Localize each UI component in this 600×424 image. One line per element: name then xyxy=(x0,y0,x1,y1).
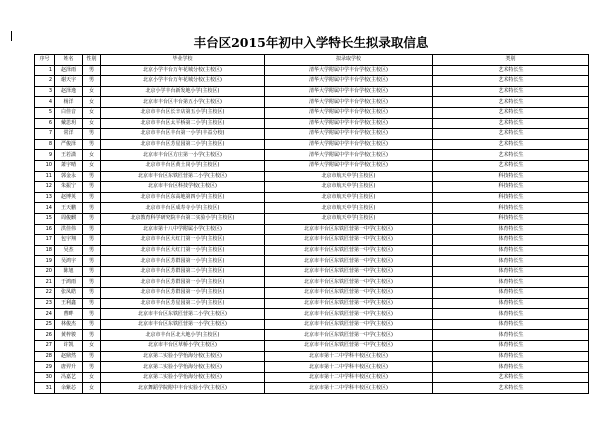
name-cell: 常洋 xyxy=(55,129,83,140)
seq-cell: 27 xyxy=(35,341,55,352)
header-gender: 性别 xyxy=(83,55,101,66)
name-cell: 王利鑫 xyxy=(55,298,83,309)
seq-cell: 17 xyxy=(35,235,55,246)
admit-school-cell: 北京市航天中学(主校区) xyxy=(265,192,433,203)
table-row xyxy=(35,288,589,299)
seq-cell: 18 xyxy=(35,245,55,256)
graduation-school-cell: 北京市第十八中学附属小学(主校区) xyxy=(101,224,265,235)
seq-cell: 3 xyxy=(35,86,55,97)
name-cell: 赵泽逸 xyxy=(55,86,83,97)
category-cell: 体育特长生 xyxy=(433,266,589,277)
gender-cell: 男 xyxy=(83,309,101,320)
category-cell: 艺术特长生 xyxy=(433,150,589,161)
name-cell: 林俊杰 xyxy=(55,319,83,330)
admit-school-cell: 清华大学附属中学丰台学校(主校区) xyxy=(265,129,433,140)
graduation-school-cell: 北京市丰台区芳群园第一小学(主校区) xyxy=(101,256,265,267)
seq-cell: 29 xyxy=(35,362,55,373)
name-cell: 陈旭 xyxy=(55,266,83,277)
table-body xyxy=(35,65,589,393)
table-row xyxy=(35,309,589,320)
graduation-school-cell: 北京市丰台区北大地小学(主校区) xyxy=(101,330,265,341)
name-cell: 严俊泽 xyxy=(55,139,83,150)
category-cell: 体育特长生 xyxy=(433,277,589,288)
gender-cell: 男 xyxy=(83,298,101,309)
header-admit-school: 拟录取学校 xyxy=(265,55,433,66)
category-cell: 艺术特长生 xyxy=(433,139,589,150)
seq-cell: 21 xyxy=(35,277,55,288)
table-row xyxy=(35,266,589,277)
table-row xyxy=(35,372,589,383)
header-category: 类别 xyxy=(433,55,589,66)
seq-cell: 10 xyxy=(35,160,55,171)
gender-cell: 男 xyxy=(83,171,101,182)
category-cell: 体育特长生 xyxy=(433,235,589,246)
table-row xyxy=(35,118,589,129)
cell-cursor-mark xyxy=(11,31,12,41)
name-cell: 冯嘉艺 xyxy=(55,372,83,383)
graduation-school-cell: 北京第二实验小学怡海分校(主校区) xyxy=(101,351,265,362)
graduation-school-cell: 北京舞蹈学院附中丰台实验小学(主校区) xyxy=(101,383,265,394)
seq-cell: 31 xyxy=(35,383,55,394)
category-cell: 艺术特长生 xyxy=(433,372,589,383)
admit-school-cell: 北京市丰台区东铁匠营第一中学(主校区) xyxy=(265,341,433,352)
graduation-school-cell: 北京市丰台区草桥小学(主校区) xyxy=(101,341,265,352)
category-cell: 体育特长生 xyxy=(433,224,589,235)
gender-cell: 男 xyxy=(83,192,101,203)
gender-cell: 男 xyxy=(83,319,101,330)
seq-cell: 23 xyxy=(35,298,55,309)
table-row xyxy=(35,86,589,97)
name-cell: 赵泽雨 xyxy=(55,65,83,76)
graduation-school-cell: 北京市丰台区成寿寺小学(主校区) xyxy=(101,203,265,214)
name-cell: 洪佳伟 xyxy=(55,224,83,235)
seq-cell: 13 xyxy=(35,192,55,203)
gender-cell: 男 xyxy=(83,129,101,140)
seq-cell: 20 xyxy=(35,266,55,277)
category-cell: 体育特长生 xyxy=(433,362,589,373)
table-row xyxy=(35,65,589,76)
category-cell: 艺术特长生 xyxy=(433,107,589,118)
gender-cell: 男 xyxy=(83,235,101,246)
table-row xyxy=(35,182,589,193)
name-cell: 王若潇 xyxy=(55,150,83,161)
admit-school-cell: 北京市丰台区东铁匠营第一中学(主校区) xyxy=(265,277,433,288)
seq-cell: 6 xyxy=(35,118,55,129)
table-row xyxy=(35,139,589,150)
admit-school-cell: 清华大学附属中学丰台学校(主校区) xyxy=(265,97,433,108)
gender-cell: 女 xyxy=(83,86,101,97)
seq-cell: 24 xyxy=(35,309,55,320)
graduation-school-cell: 北京第二实验小学怡海分校(主校区) xyxy=(101,362,265,373)
name-cell: 白佳音 xyxy=(55,107,83,118)
graduation-school-cell: 北京市丰台区大红门第一小学(主校区) xyxy=(101,245,265,256)
admit-school-cell: 北京市第十二中学科丰校区(主校区) xyxy=(265,362,433,373)
table-row xyxy=(35,235,589,246)
graduation-school-cell: 北京市丰台区太平桥第二小学(主校区) xyxy=(101,118,265,129)
graduation-school-cell: 北京小学丰台万年花城分校(主校区) xyxy=(101,65,265,76)
graduation-school-cell: 北京小学丰台万年花城分校(主校区) xyxy=(101,76,265,87)
admit-school-cell: 清华大学附属中学丰台学校(主校区) xyxy=(265,139,433,150)
table-row xyxy=(35,224,589,235)
category-cell: 艺术特长生 xyxy=(433,86,589,97)
header-seq: 序号 xyxy=(35,55,55,66)
gender-cell: 男 xyxy=(83,277,101,288)
seq-cell: 5 xyxy=(35,107,55,118)
gender-cell: 女 xyxy=(83,97,101,108)
category-cell: 科技特长生 xyxy=(433,192,589,203)
admit-school-cell: 北京市航天中学(主校区) xyxy=(265,203,433,214)
admit-school-cell: 北京市航天中学(主校区) xyxy=(265,171,433,182)
gender-cell: 男 xyxy=(83,203,101,214)
name-cell: 戴思玥 xyxy=(55,118,83,129)
category-cell: 艺术特长生 xyxy=(433,383,589,394)
category-cell: 艺术特长生 xyxy=(433,76,589,87)
table-row xyxy=(35,213,589,224)
seq-cell: 8 xyxy=(35,139,55,150)
graduation-school-cell: 北京市丰台区东铁匠营第一小学(主校区) xyxy=(101,319,265,330)
category-cell: 体育特长生 xyxy=(433,319,589,330)
seq-cell: 2 xyxy=(35,76,55,87)
seq-cell: 25 xyxy=(35,319,55,330)
gender-cell: 男 xyxy=(83,224,101,235)
graduation-school-cell: 北京第二实验小学怡海分校(主校区) xyxy=(101,372,265,383)
graduation-school-cell: 北京市丰台区丰台第一小学(丰益分校) xyxy=(101,129,265,140)
name-cell: 余紫芯 xyxy=(55,383,83,394)
graduation-school-cell: 北京市丰台区长辛店第五小学(主校区) xyxy=(101,107,265,118)
seq-cell: 22 xyxy=(35,288,55,299)
table-row xyxy=(35,256,589,267)
name-cell: 谢天宇 xyxy=(55,76,83,87)
table-row xyxy=(35,192,589,203)
table-row xyxy=(35,277,589,288)
table-row xyxy=(35,76,589,87)
page-title: 丰台区2015年初中入学特长生拟录取信息 xyxy=(193,35,429,50)
category-cell: 科技特长生 xyxy=(433,203,589,214)
gender-cell: 男 xyxy=(83,213,101,224)
table-row xyxy=(35,319,589,330)
seq-cell: 26 xyxy=(35,330,55,341)
category-cell: 艺术特长生 xyxy=(433,118,589,129)
table-row xyxy=(35,160,589,171)
graduation-school-cell: 北京市丰台区丰台第五小学(主校区) xyxy=(101,97,265,108)
graduation-school-cell: 北京市丰台区芳群园第一小学(主校区) xyxy=(101,288,265,299)
seq-cell: 15 xyxy=(35,213,55,224)
table-row xyxy=(35,351,589,362)
category-cell: 科技特长生 xyxy=(433,171,589,182)
category-cell: 体育特长生 xyxy=(433,245,589,256)
name-cell: 赵鼎然 xyxy=(55,351,83,362)
gender-cell: 男 xyxy=(83,182,101,193)
gender-cell: 女 xyxy=(83,107,101,118)
table-row xyxy=(35,171,589,182)
table-row xyxy=(35,383,589,394)
table-row xyxy=(35,107,589,118)
graduation-school-cell: 北京市丰台区芳星园第二小学(主校区) xyxy=(101,298,265,309)
table-row xyxy=(35,97,589,108)
graduation-school-cell: 北京小学丰台新发地小学(主校区) xyxy=(101,86,265,97)
admit-school-cell: 北京市丰台区东铁匠营第一中学(主校区) xyxy=(265,309,433,320)
admit-school-cell: 清华大学附属中学丰台学校(主校区) xyxy=(265,160,433,171)
category-cell: 艺术特长生 xyxy=(433,97,589,108)
admit-school-cell: 清华大学附属中学丰台学校(主校区) xyxy=(265,86,433,97)
name-cell: 包宇翔 xyxy=(55,235,83,246)
category-cell: 体育特长生 xyxy=(433,330,589,341)
seq-cell: 7 xyxy=(35,129,55,140)
name-cell: 吴鸿宇 xyxy=(55,256,83,267)
header-row xyxy=(35,55,589,66)
admission-table xyxy=(34,54,589,394)
admit-school-cell: 清华大学附属中学丰台学校(主校区) xyxy=(265,118,433,129)
category-cell: 体育特长生 xyxy=(433,351,589,362)
admit-school-cell: 北京市丰台区东铁匠营第一中学(主校区) xyxy=(265,298,433,309)
table-row xyxy=(35,245,589,256)
seq-cell: 30 xyxy=(35,372,55,383)
name-cell: 萧宇晴 xyxy=(55,160,83,171)
admit-school-cell: 北京市丰台区东铁匠营第一中学(主校区) xyxy=(265,288,433,299)
seq-cell: 11 xyxy=(35,171,55,182)
graduation-school-cell: 北京市丰台区芳星园第二小学(主校区) xyxy=(101,139,265,150)
category-cell: 科技特长生 xyxy=(433,182,589,193)
category-cell: 科技特长生 xyxy=(433,213,589,224)
name-cell: 郭金永 xyxy=(55,171,83,182)
admit-school-cell: 清华大学附属中学丰台学校(主校区) xyxy=(265,76,433,87)
category-cell: 体育特长生 xyxy=(433,298,589,309)
admit-school-cell: 北京市丰台区东铁匠营第一中学(主校区) xyxy=(265,245,433,256)
gender-cell: 男 xyxy=(83,288,101,299)
admit-school-cell: 北京市丰台区东铁匠营第一中学(主校区) xyxy=(265,256,433,267)
admit-school-cell: 北京市航天中学(主校区) xyxy=(265,182,433,193)
header-name: 姓名 xyxy=(55,55,83,66)
admit-school-cell: 北京市第十二中学科丰校区(主校区) xyxy=(265,372,433,383)
gender-cell: 男 xyxy=(83,351,101,362)
seq-cell: 9 xyxy=(35,150,55,161)
graduation-school-cell: 北京市丰台区芳群园第一小学(主校区) xyxy=(101,277,265,288)
admit-school-cell: 清华大学附属中学丰台学校(主校区) xyxy=(265,107,433,118)
graduation-school-cell: 北京市丰台区科技学校(主校区) xyxy=(101,182,265,193)
admit-school-cell: 清华大学附属中学丰台学校(主校区) xyxy=(265,150,433,161)
gender-cell: 男 xyxy=(83,330,101,341)
name-cell: 朱振宁 xyxy=(55,182,83,193)
admit-school-cell: 北京市航天中学(主校区) xyxy=(265,213,433,224)
name-cell: 张凤皓 xyxy=(55,288,83,299)
category-cell: 体育特长生 xyxy=(433,256,589,267)
seq-cell: 19 xyxy=(35,256,55,267)
category-cell: 体育特长生 xyxy=(433,288,589,299)
seq-cell: 14 xyxy=(35,203,55,214)
table-row xyxy=(35,203,589,214)
table-row xyxy=(35,341,589,352)
table-row xyxy=(35,129,589,140)
gender-cell: 女 xyxy=(83,160,101,171)
table-row xyxy=(35,298,589,309)
gender-cell: 男 xyxy=(83,256,101,267)
category-cell: 艺术特长生 xyxy=(433,129,589,140)
graduation-school-cell: 北京市丰台区芳群园第二小学(主校区) xyxy=(101,266,265,277)
category-cell: 艺术特长生 xyxy=(433,65,589,76)
graduation-school-cell: 北京市丰台区东铁匠营第二小学(主校区) xyxy=(101,309,265,320)
admit-school-cell: 北京市丰台区东铁匠营第一中学(主校区) xyxy=(265,330,433,341)
gender-cell: 女 xyxy=(83,383,101,394)
graduation-school-cell: 北京市丰台区东铁匠营第二小学(主校区) xyxy=(101,171,265,182)
graduation-school-cell: 北京教育科学研究院丰台第二实验小学(主校区) xyxy=(101,213,265,224)
name-cell: 吴杰 xyxy=(55,245,83,256)
seq-cell: 16 xyxy=(35,224,55,235)
header-graduation-school: 毕业学校 xyxy=(101,55,265,66)
graduation-school-cell: 北京市丰台区黄土岗小学(主校区) xyxy=(101,160,265,171)
seq-cell: 12 xyxy=(35,182,55,193)
name-cell: 于鸿雨 xyxy=(55,277,83,288)
seq-cell: 28 xyxy=(35,351,55,362)
gender-cell: 男 xyxy=(83,266,101,277)
admit-school-cell: 北京市丰台区东铁匠营第一中学(主校区) xyxy=(265,224,433,235)
seq-cell: 4 xyxy=(35,97,55,108)
admit-school-cell: 清华大学附属中学丰台学校(主校区) xyxy=(265,65,433,76)
admit-school-cell: 北京市第十二中学科丰校区(主校区) xyxy=(265,383,433,394)
seq-cell: 1 xyxy=(35,65,55,76)
name-cell: 赵博英 xyxy=(55,192,83,203)
admit-school-cell: 北京市丰台区东铁匠营第一中学(主校区) xyxy=(265,319,433,330)
gender-cell: 女 xyxy=(83,341,101,352)
gender-cell: 男 xyxy=(83,65,101,76)
gender-cell: 男 xyxy=(83,76,101,87)
name-cell: 周俊麒 xyxy=(55,213,83,224)
admit-school-cell: 北京市丰台区东铁匠营第一中学(主校区) xyxy=(265,266,433,277)
name-cell: 黄梓骏 xyxy=(55,330,83,341)
gender-cell: 女 xyxy=(83,118,101,129)
name-cell: 王天鹏 xyxy=(55,203,83,214)
gender-cell: 男 xyxy=(83,245,101,256)
name-cell: 唐羿升 xyxy=(55,362,83,373)
gender-cell: 男 xyxy=(83,362,101,373)
table-row xyxy=(35,362,589,373)
graduation-school-cell: 北京市丰台区大红门第一小学(主校区) xyxy=(101,235,265,246)
gender-cell: 女 xyxy=(83,150,101,161)
graduation-school-cell: 北京市丰台区东高地第四小学(主校区) xyxy=(101,192,265,203)
gender-cell: 女 xyxy=(83,372,101,383)
category-cell: 体育特长生 xyxy=(433,341,589,352)
name-cell: 许凯 xyxy=(55,341,83,352)
graduation-school-cell: 北京市丰台区方庄第一小学(主校区) xyxy=(101,150,265,161)
table-row xyxy=(35,150,589,161)
admit-school-cell: 北京市第十二中学科丰校区(主校区) xyxy=(265,351,433,362)
name-cell: 杨洋 xyxy=(55,97,83,108)
gender-cell: 男 xyxy=(83,139,101,150)
category-cell: 体育特长生 xyxy=(433,309,589,320)
admit-school-cell: 北京市丰台区东铁匠营第一中学(主校区) xyxy=(265,235,433,246)
name-cell: 曹畔 xyxy=(55,309,83,320)
category-cell: 艺术特长生 xyxy=(433,160,589,171)
table-row xyxy=(35,330,589,341)
